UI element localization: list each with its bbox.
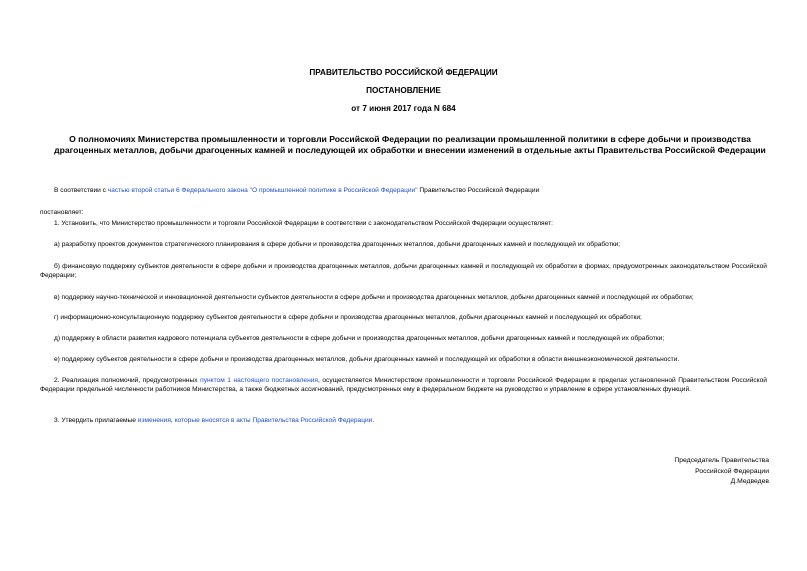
intro-prefix: В соответствии с xyxy=(54,187,108,194)
acts-link[interactable]: которые вносятся в акты Правительства Российской Федерации xyxy=(174,417,373,424)
law-link[interactable]: частью второй статьи 6 Федерального закона "О промышленной политике в Российской Федерации" xyxy=(107,187,418,194)
item-3 xyxy=(40,416,767,425)
item-1b: б) финансовую поддержку субъектов деятельности в сфере добычи и производства драгоценных металлов, добычи драгоценных камней и последующей их обработки в формах, предусмотренных законодательством Российской Федерации; xyxy=(40,263,767,279)
item-2-prefix: 2. Реализация полномочий, предусмотренных xyxy=(54,377,201,384)
changes-link[interactable]: изменения xyxy=(137,417,171,424)
signature-position: Председатель Правительства xyxy=(674,457,769,464)
decrees-line: постановляет: xyxy=(40,209,84,216)
item-1e: е) поддержку субъектов деятельности в сфере добычи и производства драгоценных металлов, добычи драгоценных камней и последующей их обработки в области внешнеэкономической деятельности. xyxy=(54,356,680,363)
item-3-suffix: . xyxy=(372,417,375,424)
document-type-heading: ПОСТАНОВЛЕНИЕ xyxy=(366,86,441,95)
item-3-prefix: 3. Утвердить прилагаемые xyxy=(54,417,138,424)
date-number-heading: от 7 июня 2017 года N 684 xyxy=(351,104,456,113)
item-1g: г) информационно-консультационную поддержку субъектов деятельности в сфере добычи и производства драгоценных металлов, добычи драгоценных камней и последующей их обработки; xyxy=(54,314,642,321)
item-1: 1. Установить, что Министерство промышленности и торговли Российской Федерации в соответствии с законодательством Российской Федерации осуществляет: xyxy=(54,220,553,227)
government-heading: ПРАВИТЕЛЬСТВО РОССИЙСКОЙ ФЕДЕРАЦИИ xyxy=(309,68,498,77)
item-3-separator: , xyxy=(170,417,175,424)
intro-suffix: Правительство Российской Федерации xyxy=(417,187,540,194)
signature-name: Д.Медведев xyxy=(730,478,769,485)
intro-paragraph xyxy=(40,186,767,195)
item-1a: а) разработку проектов документов стратегического планирования в сфере добычи и производства драгоценных металлов, добычи драгоценных камней и последующей их обработки; xyxy=(54,241,621,248)
item-1d: д) поддержку в области развития кадрового потенциала субъектов деятельности в сфере добычи и производства драгоценных металлов, добычи драгоценных камней и последующей их обработки; xyxy=(54,335,665,342)
item-2 xyxy=(40,376,767,394)
item-1-link[interactable]: пунктом 1 настоящего постановления xyxy=(200,377,318,384)
document-title: О полномочиях Министерства промышленности и торговли Российской Федерации по реализации промышленной политики в сфере добычи и производства драгоценных металлов, добычи драгоценных камней и последующей их обработки и внесении изменений в отдельные акты Правительства Российской Федерации xyxy=(54,134,766,155)
signature-block xyxy=(569,456,769,488)
item-2-suffix: , осуществляется Министерством промышленности и торговли Российской Федерации в пределах установленной Правительством Российской Федерации предельной численности работников Министерства, а также бюджетных ассигнований, предусмотренных ему в федеральном бюджете на руководство и управление в сфере установленных функций. xyxy=(40,377,767,393)
signature-organization: Российской Федерации xyxy=(695,467,769,475)
item-1v: в) поддержку научно-технической и инновационной деятельности субъектов деятельности в сфере добычи и производства драгоценных металлов, добычи драгоценных камней и последующей их обработки; xyxy=(54,294,694,301)
